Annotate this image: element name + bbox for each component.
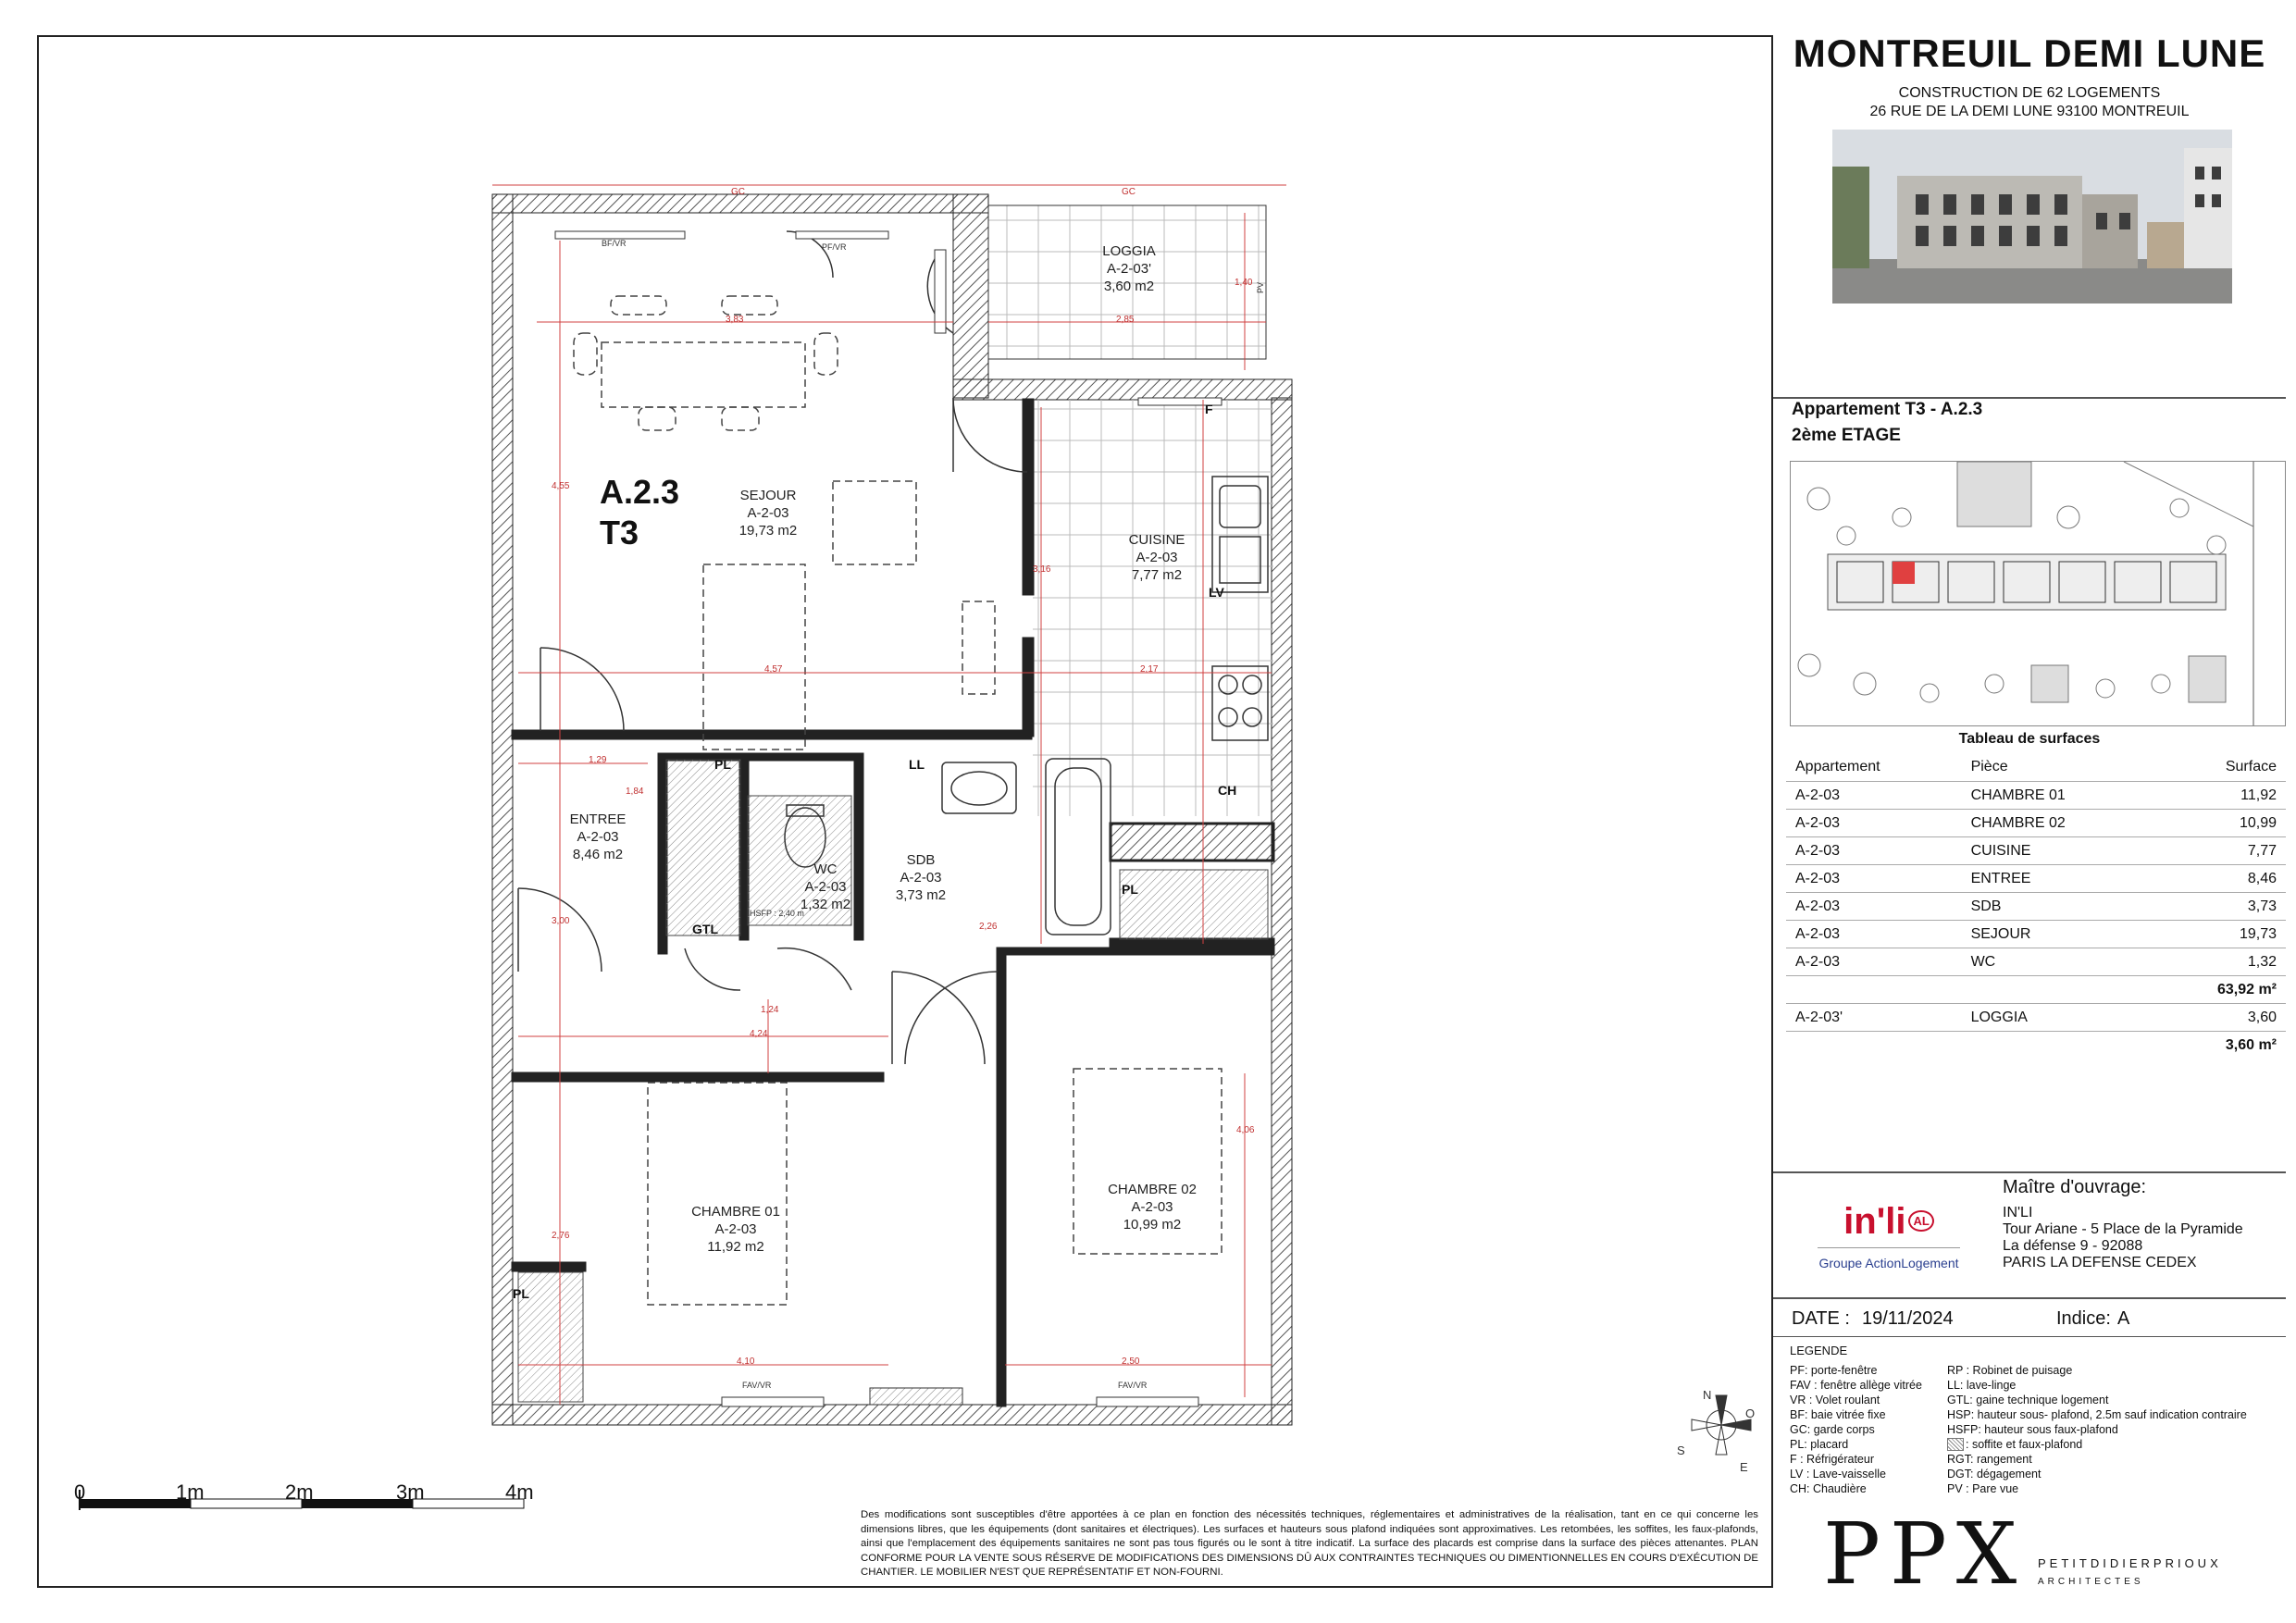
dim-label: 1,29 bbox=[589, 755, 607, 765]
divider bbox=[1773, 1297, 2286, 1299]
apartment-title: Appartement T3 - A.2.3 bbox=[1792, 400, 1983, 419]
inli-logo bbox=[1810, 1199, 1967, 1270]
cell-piece: ENTREE bbox=[1962, 865, 2154, 893]
table-row-loggia bbox=[1786, 1004, 2286, 1032]
scale-label-1: 1m bbox=[176, 1481, 205, 1504]
owner-address-1: Tour Ariane - 5 Place de la Pyramide bbox=[2003, 1221, 2243, 1237]
tag-favvr-1: FAV/VR bbox=[742, 1381, 772, 1390]
tag-pl-sdb: PL bbox=[1122, 882, 1138, 897]
tag-lv: LV bbox=[1209, 585, 1224, 600]
cell-surface: 7,77 bbox=[2153, 837, 2286, 865]
kitchen-floor bbox=[1033, 400, 1273, 816]
building-render-image bbox=[1832, 130, 2232, 304]
tag-gtl: GTL bbox=[692, 922, 718, 936]
legend-item: HSP: hauteur sous- plafond, 2.5m sauf indication contraire bbox=[1947, 1408, 2247, 1421]
room-cuisine: CUISINE A-2-03 7,77 m2 bbox=[1128, 532, 1185, 583]
room-chambre02: CHAMBRE 02 A-2-03 10,99 m2 bbox=[1108, 1182, 1197, 1233]
dim-label: 1,40 bbox=[1235, 278, 1253, 288]
title-block bbox=[1773, 20, 2286, 1604]
legend-item: RGT: rangement bbox=[1947, 1453, 2032, 1466]
inli-logo-sub: Groupe ActionLogement bbox=[1818, 1256, 1959, 1270]
door-swings bbox=[518, 231, 1027, 1064]
architect-name: PETITDIDIERPRIOUX bbox=[2038, 1556, 2222, 1570]
dim-label: 2,50 bbox=[1122, 1357, 1140, 1367]
owner-name: IN'LI bbox=[2003, 1205, 2033, 1220]
tag-pl-chambre: PL bbox=[513, 1286, 529, 1301]
apartment-floor: 2ème ETAGE bbox=[1792, 426, 1901, 445]
owner-heading: Maître d'ouvrage: bbox=[2003, 1177, 2147, 1197]
legend-item: LV : Lave-vaisselle bbox=[1790, 1468, 1886, 1481]
cell-apt: A-2-03 bbox=[1786, 837, 1962, 865]
disclaimer: Des modifications sont susceptibles d'être apportées à ce plan en fonction des nécessités techniques, réglementaires et administratives de la réalisation, tant en ce qui concerne les dimensions libres, que les équipements (dont sanitaires et électriques). Les surfaces et hauteurs sous plafond indiquées sont approximatives. Les retombées, les soffites, les faux-plafonds, ainsi que l'emplacement des équipements sanitaires ne sont pas tous figurés ou le sont à titre indicatif. La surface des placards est comprise dans la surface des pièces attenantes. PLAN CONFORME POUR LA VENTE SOUS RÉSERVE DE MODIFICATIONS DES DIMENSIONS DÛ AUX CONTRAINTES TECHNIQUES OU DIMENTIONNELLES EN COURS D'EXÉCUTION DE CHANTIER. LE MOBILIER N'EST QUE REPRÉSENTATIF ET NON-FOURNI. bbox=[861, 1509, 1758, 1578]
date-value: 19/11/2024 bbox=[1862, 1308, 1954, 1329]
indice-value: A bbox=[2117, 1308, 2130, 1329]
legend-item: HSFP: hauteur sous faux-plafond bbox=[1947, 1423, 2118, 1436]
cell-surface: 1,32 bbox=[2153, 948, 2286, 976]
cell-surface: 8,46 bbox=[2153, 865, 2286, 893]
dim-label: 2,17 bbox=[1140, 664, 1159, 675]
legend-item: CH: Chaudière bbox=[1790, 1482, 1867, 1495]
compass-o: O bbox=[1745, 1406, 1756, 1420]
cell-surface: 3,73 bbox=[2153, 893, 2286, 921]
cell-piece: CHAMBRE 01 bbox=[1962, 782, 2154, 810]
room-sdb: SDB A-2-03 3,73 m2 bbox=[895, 852, 947, 903]
legend-item: F : Réfrigérateur bbox=[1790, 1453, 1875, 1466]
legend-item: PL: placard bbox=[1790, 1438, 1849, 1451]
total-surface: 63,92 m² bbox=[2153, 976, 2286, 1004]
dim-label: 2,26 bbox=[979, 922, 998, 932]
project-subtitle-2: 26 RUE DE LA DEMI LUNE 93100 MONTREUIL bbox=[1869, 104, 2190, 119]
legend-item: FAV : fenêtre allège vitrée bbox=[1790, 1379, 1922, 1392]
tag-bfvr: BF/VR bbox=[602, 239, 627, 248]
dim-label: 2,76 bbox=[552, 1231, 570, 1241]
cell-apt: A-2-03 bbox=[1786, 810, 1962, 837]
cell-piece: LOGGIA bbox=[1962, 1004, 2154, 1032]
site-minimap bbox=[1790, 461, 2286, 726]
legend-item: RP : Robinet de puisage bbox=[1947, 1364, 2073, 1377]
table-row bbox=[1786, 810, 2286, 837]
dim-label: GC bbox=[1122, 187, 1136, 197]
legend-item: DGT: dégagement bbox=[1947, 1468, 2042, 1481]
divider bbox=[1773, 397, 2286, 399]
table-row bbox=[1786, 782, 2286, 810]
room-loggia: LOGGIA A-2-03' 3,60 m2 bbox=[1102, 243, 1156, 294]
table-row bbox=[1786, 837, 2286, 865]
compass-n: N bbox=[1703, 1388, 1712, 1402]
room-wc: WC A-2-03 1,32 m2 bbox=[800, 861, 851, 912]
divider bbox=[1773, 1171, 2286, 1173]
legend-hatch-swatch bbox=[1947, 1438, 1964, 1451]
cell-apt: A-2-03 bbox=[1786, 948, 1962, 976]
room-sejour: SEJOUR A-2-03 19,73 m2 bbox=[738, 488, 798, 539]
compass-icon bbox=[1692, 1395, 1751, 1455]
table-row bbox=[1786, 921, 2286, 948]
dim-label: 3,00 bbox=[552, 916, 570, 926]
scale-label-0: 0 bbox=[74, 1481, 86, 1504]
header-surface: Surface bbox=[2225, 759, 2277, 774]
tag-pfvr: PF/VR bbox=[822, 242, 847, 252]
compass-s: S bbox=[1677, 1443, 1685, 1457]
table-header-row bbox=[1786, 753, 2286, 782]
tag-ll: LL bbox=[909, 757, 925, 772]
legend-item: GTL: gaine technique logement bbox=[1947, 1394, 2109, 1406]
table-row bbox=[1786, 948, 2286, 976]
cell-apt: A-2-03 bbox=[1786, 865, 1962, 893]
dim-label: 4,24 bbox=[750, 1029, 768, 1039]
dim-label: 4,57 bbox=[764, 664, 783, 675]
legend-item: PF: porte-fenêtre bbox=[1790, 1364, 1878, 1377]
table-total-row bbox=[1786, 976, 2286, 1004]
cell-piece: SDB bbox=[1962, 893, 2154, 921]
tag-favvr-2: FAV/VR bbox=[1118, 1381, 1148, 1390]
plan-code: A.2.3 T3 bbox=[600, 473, 680, 551]
dim-label: 2,85 bbox=[1116, 315, 1135, 325]
dim-label: 4,55 bbox=[552, 481, 570, 491]
table-row bbox=[1786, 893, 2286, 921]
surfaces-table-title: Tableau de surfaces bbox=[1958, 731, 2101, 747]
architect-sub: ARCHITECTES bbox=[2038, 1577, 2144, 1587]
dim-label: 1,84 bbox=[626, 787, 644, 797]
dim-label: 1,24 bbox=[761, 1005, 779, 1015]
cell-surface: 10,99 bbox=[2153, 810, 2286, 837]
room-entree: ENTREE A-2-03 8,46 m2 bbox=[569, 812, 627, 862]
owner-address-3: PARIS LA DEFENSE CEDEX bbox=[2003, 1255, 2197, 1270]
surfaces-table bbox=[1786, 753, 2286, 1059]
scale-label-3: 3m bbox=[396, 1481, 425, 1504]
project-title: MONTREUIL DEMI LUNE bbox=[1793, 31, 2266, 75]
inli-logo-badge: AL bbox=[1908, 1210, 1933, 1232]
legend-title: LEGENDE bbox=[1790, 1344, 1848, 1357]
cell-surface: 3,60 bbox=[2153, 1004, 2286, 1032]
compass-e: E bbox=[1740, 1460, 1748, 1474]
inli-logo-text: in'li bbox=[1843, 1201, 1906, 1242]
dim-label: GC bbox=[731, 187, 745, 197]
legend-item: VR : Volet roulant bbox=[1790, 1394, 1880, 1406]
scale-label-2: 2m bbox=[285, 1481, 314, 1504]
tag-ch: CH bbox=[1218, 783, 1237, 798]
header-appartement: Appartement bbox=[1795, 759, 1880, 774]
tag-pv: PV bbox=[1256, 281, 1266, 294]
tag-f: F bbox=[1205, 402, 1213, 416]
tag-hsfp: HSFP : 2,40 m bbox=[750, 909, 804, 918]
cell-piece: CHAMBRE 02 bbox=[1962, 810, 2154, 837]
tag-pl-entree: PL bbox=[714, 757, 731, 772]
cell-piece: SEJOUR bbox=[1962, 921, 2154, 948]
legend-item: GC: garde corps bbox=[1790, 1423, 1875, 1436]
header-piece: Pièce bbox=[1970, 759, 2008, 774]
cell-piece: WC bbox=[1962, 948, 2154, 976]
cell-apt: A-2-03 bbox=[1786, 921, 1962, 948]
legend-item: LL: lave-linge bbox=[1947, 1379, 2017, 1392]
table-total-row-loggia bbox=[1786, 1032, 2286, 1059]
total-surface-loggia: 3,60 m² bbox=[2153, 1032, 2286, 1059]
room-chambre01: CHAMBRE 01 A-2-03 11,92 m2 bbox=[691, 1204, 780, 1255]
dim-label: 4,10 bbox=[737, 1357, 755, 1367]
dim-label: 4,06 bbox=[1236, 1125, 1255, 1135]
dim-label: 3,83 bbox=[726, 315, 744, 325]
dim-label: 3,16 bbox=[1033, 564, 1051, 575]
project-subtitle-1: CONSTRUCTION DE 62 LOGEMENTS bbox=[1898, 85, 2161, 101]
cell-apt: A-2-03 bbox=[1786, 893, 1962, 921]
divider bbox=[1773, 1336, 2286, 1337]
scale-label-4: 4m bbox=[505, 1481, 534, 1504]
legend-item: PV : Pare vue bbox=[1947, 1482, 2019, 1495]
date-label: DATE : bbox=[1792, 1308, 1850, 1329]
cell-surface: 19,73 bbox=[2153, 921, 2286, 948]
cell-apt: A-2-03 bbox=[1786, 782, 1962, 810]
legend-item: BF: baie vitrée fixe bbox=[1790, 1408, 1886, 1421]
table-row bbox=[1786, 865, 2286, 893]
legend-item: : soffite et faux-plafond bbox=[1966, 1438, 2083, 1451]
cell-surface: 11,92 bbox=[2153, 782, 2286, 810]
owner-address-2: La défense 9 - 92088 bbox=[2003, 1238, 2143, 1254]
architect-logo: PPX bbox=[1823, 1505, 2027, 1604]
cell-apt: A-2-03' bbox=[1786, 1004, 1962, 1032]
cell-piece: CUISINE bbox=[1962, 837, 2154, 865]
indice-label: Indice: bbox=[2056, 1308, 2111, 1329]
